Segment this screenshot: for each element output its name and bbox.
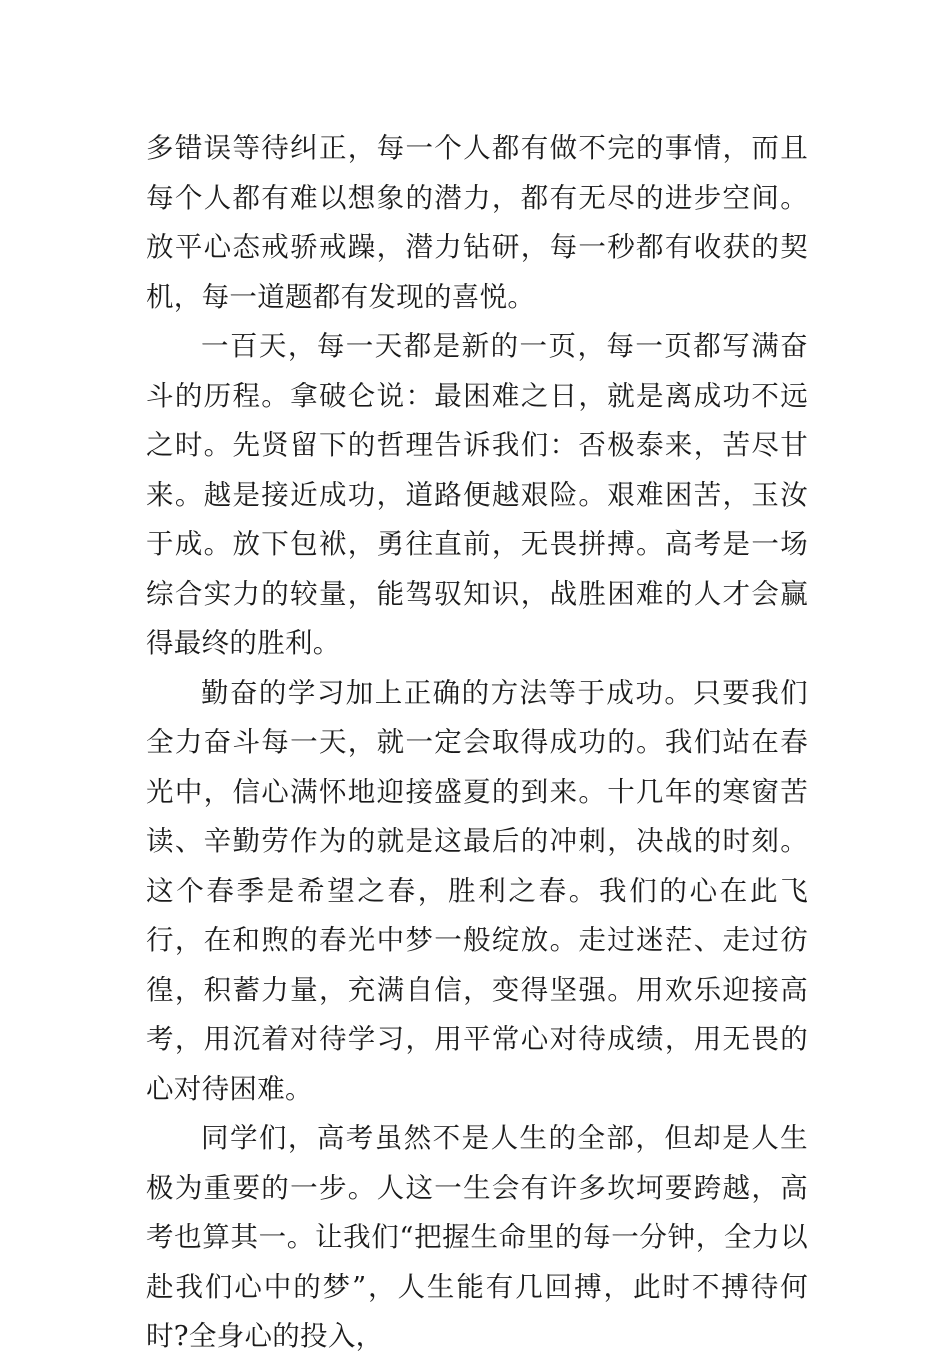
paragraph-2: 一百天，每一天都是新的一页，每一页都写满奋斗的历程。拿破仑说：最困难之日，就是离成功不远之时。先贤留下的哲理告诉我们：否极泰来，苦尽甘来。越是接近成功，道路便越艰险。艰难困苦，玉汝于成。放下包袱，勇往直前，无畏拼搏。高考是一场综合实力的较量，能驾驭知识，战胜困难的人才会赢得最终的胜利。 xyxy=(146,330,808,659)
paragraph-3: 勤奋的学习加上正确的方法等于成功。只要我们全力奋斗每一天，就一定会取得成功的。我们站在春光中，信心满怀地迎接盛夏的到来。十几年的寒窗苦读、辛勤劳作为的就是这最后的冲刺，决战的时刻。这个春季是希望之春，胜利之春。我们的心在此飞行，在和煦的春光中梦一般绽放。走过迷茫、走过彷徨，积蓄力量，充满自信，变得坚强。用欢乐迎接高考，用沉着对待学习，用平常心对待成绩，用无畏的心对待困难。 xyxy=(146,676,808,1105)
document-body xyxy=(146,124,808,1362)
paragraph-4: 同学们，高考虽然不是人生的全部，但却是人生极为重要的一步。人这一生会有许多坎坷要跨越，高考也算其一。让我们“把握生命里的每一分钟，全力以赴我们心中的梦”，人生能有几回搏，此时不搏待何时?全身心的投入， xyxy=(146,1122,808,1352)
paragraph-1: 多错误等待纠正，每一个人都有做不完的事情，而且每个人都有难以想象的潜力，都有无尽的进步空间。放平心态戒骄戒躁，潜力钻研，每一秒都有收获的契机，每一道题都有发现的喜悦。 xyxy=(146,132,808,313)
